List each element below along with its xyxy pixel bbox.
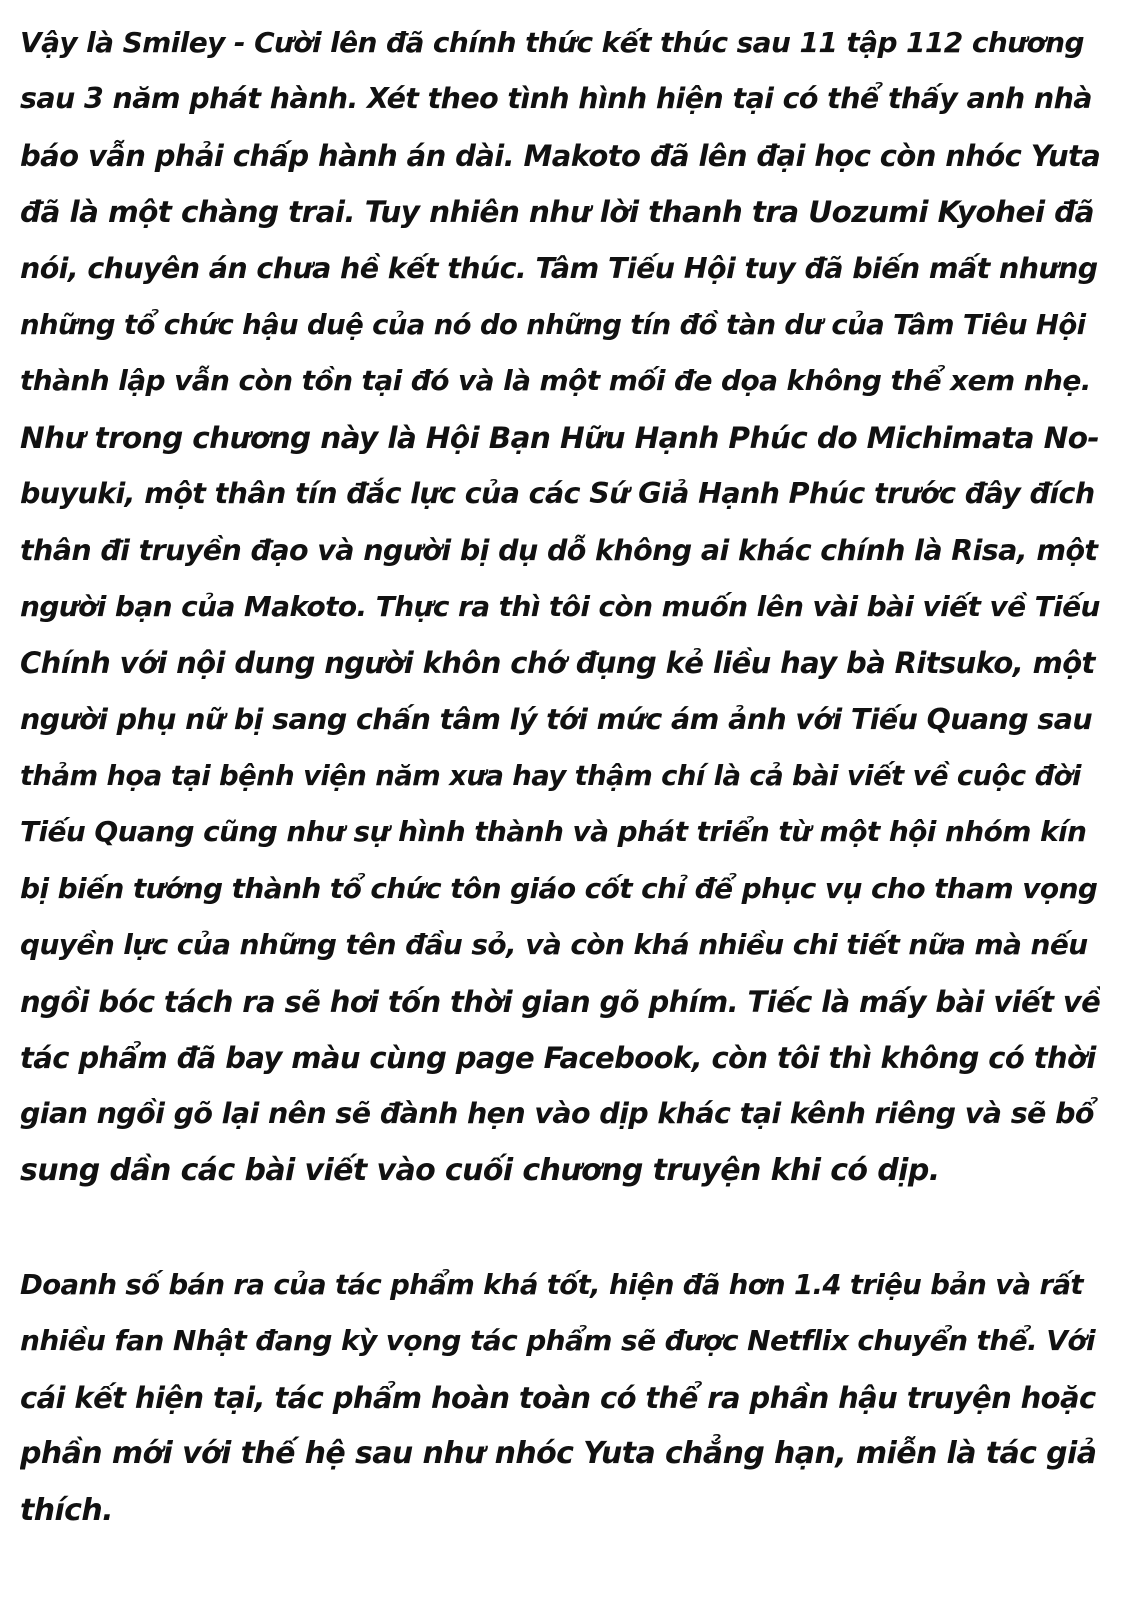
text-line: báo vẫn phải chấp hành án dài. Makoto đã lên đại học còn nhóc Yuta bbox=[20, 138, 1100, 173]
text-line: Như trong chương này là Hội Bạn Hữu Hạnh Phúc do Michimata No- bbox=[20, 420, 1100, 455]
text-line: thân đi truyền đạo và người bị dụ dỗ không ai khác chính là Risa, một bbox=[20, 533, 1098, 567]
text-line: sung dần các bài viết vào cuối chương truyện khi có dịp. bbox=[20, 1152, 940, 1188]
text-line: người bạn của Makoto. Thực ra thì tôi còn muốn lên vài bài viết về Tiếu bbox=[20, 589, 1100, 623]
text-line: đã là một chàng trai. Tuy nhiên như lời thanh tra Uozumi Kyohei đã bbox=[20, 195, 1094, 230]
text-line: buyuki, một thân tín đắc lực của các Sứ Giả Hạnh Phúc trước đây đích bbox=[20, 477, 1095, 511]
text-line: Doanh số bán ra của tác phẩm khá tốt, hiện đã hơn 1.4 triệu bản và rất bbox=[20, 1269, 1083, 1301]
text-line: Tiếu Quang cũng như sự hình thành và phát triển từ một hội nhóm kín bbox=[20, 815, 1087, 849]
text-line: quyền lực của những tên đầu sỏ, và còn khá nhiều chi tiết nữa mà nếu bbox=[20, 928, 1088, 962]
text-line: cái kết hiện tại, tác phẩm hoàn toàn có thể ra phần hậu truyện hoặc bbox=[20, 1380, 1096, 1415]
text-line: những tổ chức hậu duệ của nó do những tín đồ tàn dư của Tâm Tiêu Hội bbox=[20, 308, 1086, 341]
text-line: ngồi bóc tách ra sẽ hơi tốn thời gian gõ phím. Tiếc là mấy bài viết về bbox=[20, 984, 1100, 1019]
text-line: thảm họa tại bệnh viện năm xưa hay thậm chí là cả bài viết về cuộc đời bbox=[20, 760, 1081, 793]
text-line: tác phẩm đã bay màu cùng page Facebook, còn tôi thì không có thời bbox=[20, 1041, 1096, 1076]
text-line: phần mới với thế hệ sau như nhóc Yuta chẳng hạn, miễn là tác giả bbox=[20, 1436, 1097, 1472]
text-line: bị biến tướng thành tổ chức tôn giáo cốt chỉ để phục vụ cho tham vọng bbox=[20, 871, 1098, 905]
text-line: người phụ nữ bị sang chấn tâm lý tới mức ám ảnh với Tiếu Quang sau bbox=[20, 702, 1093, 736]
text-line: nói, chuyên án chưa hề kết thúc. Tâm Tiếu Hội tuy đã biến mất nhưng bbox=[20, 251, 1098, 285]
text-line: nhiều fan Nhật đang kỳ vọng tác phẩm sẽ được Netflix chuyển thể. Với bbox=[20, 1324, 1095, 1358]
paragraph-1 bbox=[20, 15, 1100, 1199]
text-line: sau 3 năm phát hành. Xét theo tình hình hiện tại có thể thấy anh nhà bbox=[20, 82, 1092, 116]
text-line: thành lập vẫn còn tồn tại đó và là một mối đe dọa không thể xem nhẹ. bbox=[20, 364, 1091, 398]
text-line: thích. bbox=[20, 1492, 113, 1528]
paragraph-2 bbox=[20, 1257, 1100, 1539]
text-line: Vậy là Smiley - Cười lên đã chính thức kết thúc sau 11 tập 112 chương bbox=[20, 26, 1084, 59]
text-line: gian ngồi gõ lại nên sẽ đành hẹn vào dịp khác tại kênh riêng và sẽ bổ bbox=[20, 1097, 1094, 1131]
text-line: Chính với nội dung người khôn chớ đụng kẻ liều hay bà Ritsuko, một bbox=[20, 646, 1095, 681]
